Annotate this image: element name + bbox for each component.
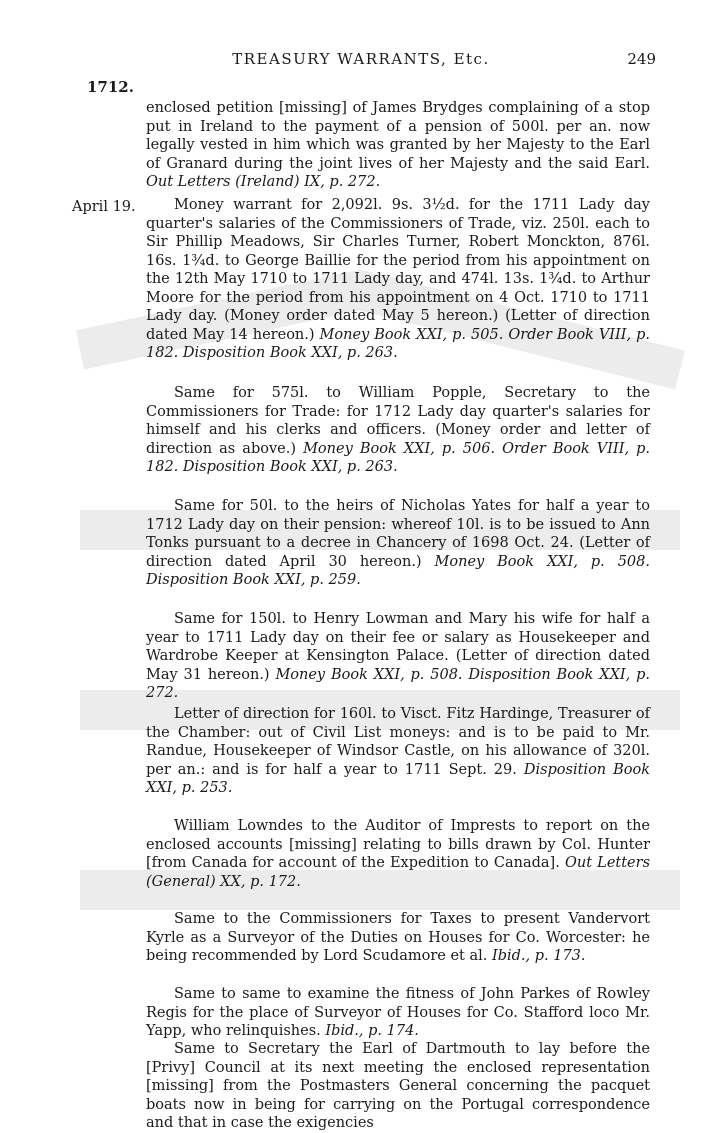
entry-reference: Out Letters (Ireland) IX, p. 272. — [146, 174, 381, 190]
running-head: TREASURY WARRANTS, Etc. — [232, 50, 490, 68]
entry-paragraph: Same for 50l. to the heirs of Nicholas Yates for half a year to 1712 Lady day on their pension: whereof 10l. is to be issued to Ann Tonks pursuant to a decree in Chancery of 1698 Oct. 24. (Letter of direction dated April 30 hereon.) Money Book XXI, p. 508. Disposition Book XXI, p. 259. — [146, 498, 650, 588]
entry-paragraph: Same to same to examine the fitness of John Parkes of Rowley Regis for the place of Surveyor of Houses for Co. Stafford loco Mr. Yapp, who relinquishes. Ibid., p. 174. — [146, 986, 650, 1039]
entry-reference: Money Book XXI, p. 505. Order Book VIII, p. 182. Disposition Book XXI, p. 263. — [146, 326, 650, 361]
entry-paragraph: Same to Secretary the Earl of Dartmouth to lay before the [Privy] Council at its next meeting the enclosed representation [missing] from the Postmasters General concerning the pacquet boats now in being for carrying on the Portugal correspondence and that in case the exigencies — [146, 1041, 650, 1131]
page-header — [0, 50, 722, 96]
entry-paragraph: William Lowndes to the Auditor of Imprests to report on the enclosed accounts [missing] relating to bills drawn by Col. Hunter [from Canada for account of the Expedition to Canada]. Out Letters (General) XX, p. 172. — [146, 818, 651, 890]
entry-reference: Money Book XXI, p. 506. Order Book VIII, p. 182. Disposition Book XXI, p. 263. — [146, 440, 651, 475]
entry-paragraph: Money warrant for 2,092l. 9s. 3½d. for the 1711 Lady day quarter's salaries of the Commissioners of Trade, viz. 250l. each to Sir Phillip Meadows, Sir Charles Turner, Robert Monckton, 876l. 16s. 1¾d. to George Baillie for the period from his appointment on the 12th May 1710 to 1711 Lady day, and 474l. 13s. 1¾d. to Arthur Moore for the period from his appointment on 4 Oct. 1710 to 1711 Lady day. (Money order dated May 5 hereon.) (Letter of direction dated May 14 hereon.) Money Book XXI, p. 505. Order Book VIII, p. 182. Disposition Book XXI, p. 263. — [146, 197, 650, 361]
entry-paragraph: enclosed petition [missing] of James Brydges complaining of a stop put in Ireland to the payment of a pension of 500l. per an. now legally vested in him which was granted by her Majesty to the Earl of Granard during the joint lives of her Majesty and the said Earl. Out Letters (Ireland) IX, p. 272. — [146, 100, 650, 190]
entry-reference: Disposition Book XXI, p. 253. — [146, 761, 650, 796]
page-number: 249 — [627, 50, 656, 68]
entry-reference: Ibid., p. 173. — [491, 948, 586, 964]
entry-paragraph: Same for 150l. to Henry Lowman and Mary his wife for half a year to 1711 Lady day on their fee or salary as Housekeeper and Wardrobe Keeper at Kensington Palace. (Letter of direction dated May 31 hereon.) Money Book XXI, p. 508. Disposition Book XXI, p. 272. — [146, 611, 651, 701]
entry-paragraph: Same for 575l. to William Popple, Secretary to the Commissioners for Trade: for 1712 Lady day quarter's salaries for himself and his clerks and officers. (Money order and letter of direction as above.) Money Book XXI, p. 506. Order Book VIII, p. 182. Disposition Book XXI, p. 263. — [146, 385, 651, 475]
entry-reference: Ibid., p. 174. — [325, 1023, 419, 1039]
entry-paragraph: Letter of direction for 160l. to Visct. Fitz Hardinge, Treasurer of the Chamber: out of Civil List moneys: and is to be paid to Mr. Randue, Housekeeper of Windsor Castle, on his allowance of 320l. per an.: and is for half a year to 1711 Sept. 29. Disposition Book XXI, p. 253. — [146, 706, 650, 796]
entry-paragraph: Same to the Commissioners for Taxes to present Vandervort Kyrle as a Surveyor of the Duties on Houses for Co. Worcester: he being recommended by Lord Scudamore et al. Ibid., p. 173. — [146, 911, 650, 964]
entry-reference: Out Letters (General) XX, p. 172. — [146, 855, 651, 890]
year-marker: 1712. — [87, 78, 134, 96]
margin-date: April 19. — [72, 199, 136, 215]
entry-reference: Money Book XXI, p. 508. Disposition Book XXI, p. 259. — [146, 553, 650, 588]
entry-reference: Money Book XXI, p. 508. Disposition Book XXI, p. 272. — [146, 666, 651, 701]
